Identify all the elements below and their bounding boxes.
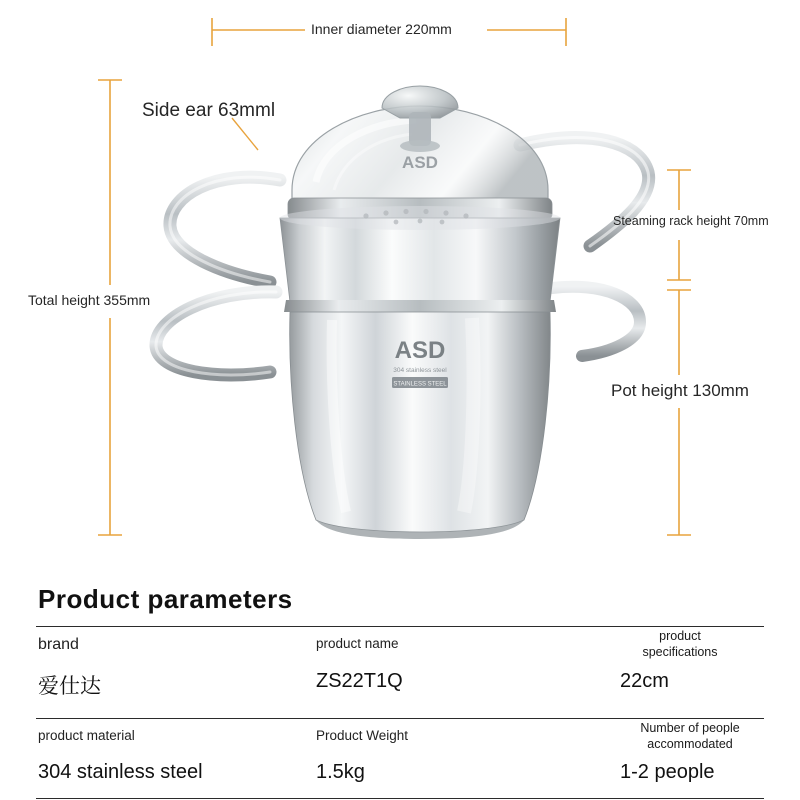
param-value-weight: 1.5kg xyxy=(316,761,365,783)
table-divider-top xyxy=(36,626,764,627)
product-parameters-section xyxy=(0,560,800,800)
param-header-brand: brand xyxy=(38,636,79,653)
param-header-people-line1: Number of people xyxy=(640,721,740,735)
param-header-specifications-line1: product xyxy=(659,629,701,643)
param-value-specifications: 22cm xyxy=(620,670,669,692)
param-header-specifications xyxy=(620,629,740,660)
param-value-product-name: ZS22T1Q xyxy=(316,670,403,692)
table-divider-middle xyxy=(36,718,764,719)
annotation-inner-diameter: Inner diameter 220mm xyxy=(311,21,452,37)
param-header-weight: Product Weight xyxy=(316,728,409,743)
param-value-people-accommodated: 1-2 people xyxy=(620,761,715,783)
param-header-people-accommodated xyxy=(620,721,760,752)
param-header-product-name: product name xyxy=(316,636,399,651)
annotation-steaming-rack-height: Steaming rack height 70mm xyxy=(613,214,769,228)
svg-text:304 stainless steel: 304 stainless steel xyxy=(393,367,447,374)
param-header-specifications-line2: specifications xyxy=(642,644,718,659)
param-value-material: 304 stainless steel xyxy=(38,761,203,783)
annotation-pot-height: Pot height 130mm xyxy=(611,381,749,400)
param-header-material: product material xyxy=(38,728,135,743)
table-divider-bottom xyxy=(36,798,764,799)
body-brand-mark: ASD xyxy=(394,337,446,364)
svg-text:STAINLESS STEEL: STAINLESS STEEL xyxy=(393,381,447,388)
lid-brand-mark: ASD xyxy=(402,153,438,172)
section-title: Product parameters xyxy=(38,584,293,614)
annotation-total-height: Total height 355mm xyxy=(28,292,151,308)
param-header-people-line2: accommodated xyxy=(647,736,733,751)
param-value-brand: 爱仕达 xyxy=(38,675,101,698)
annotation-side-ear: Side ear 63mml xyxy=(142,100,276,121)
